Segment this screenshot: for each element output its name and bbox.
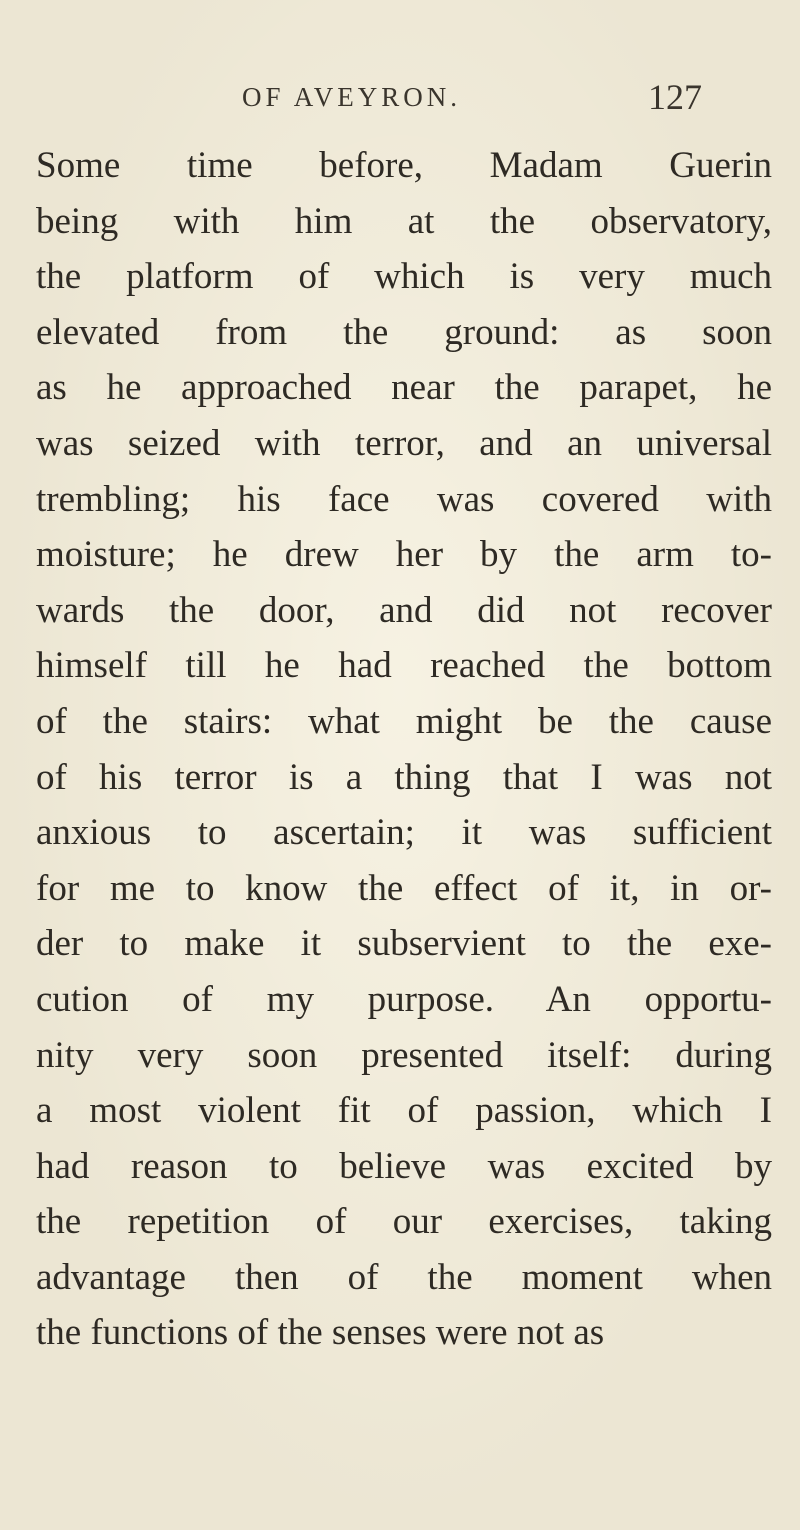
text-line: cution of my purpose. An opportu- — [36, 978, 772, 1020]
text-line: the functions of the senses were not as — [36, 1312, 605, 1354]
text-line: wards the door, and did not recover — [36, 589, 772, 631]
text-line: himself till he had reached the bottom — [36, 645, 772, 687]
text-line: Some time before, Madam Guerin — [36, 145, 772, 186]
text-line: had reason to believe was excited by — [36, 1145, 772, 1187]
text-line: a most violent fit of passion, which I — [36, 1090, 772, 1132]
page-number: 127 — [648, 77, 702, 117]
text-line: nity very soon presented itself: during — [36, 1034, 772, 1076]
running-title: OF AVEYRON. — [242, 82, 462, 112]
text-line: trembling; his face was covered with — [36, 478, 772, 520]
text-line: for me to know the effect of it, in or- — [36, 867, 772, 909]
text-line: of the stairs: what might be the cause — [36, 700, 772, 742]
text-line: the repetition of our exercises, taking — [36, 1201, 772, 1243]
text-line: being with him at the observatory, — [36, 200, 772, 242]
text-line: as he approached near the parapet, he — [36, 367, 772, 409]
text-line: advantage then of the moment when — [36, 1256, 772, 1298]
text-line: der to make it subservient to the exe- — [36, 923, 772, 965]
body-text — [36, 138, 772, 1361]
running-head — [242, 77, 702, 122]
text-line: was seized with terror, and an universal — [36, 422, 772, 464]
text-line: moisture; he drew her by the arm to- — [36, 534, 772, 576]
text-line: of his terror is a thing that I was not — [36, 756, 772, 798]
text-line: the platform of which is very much — [36, 256, 772, 298]
text-line: elevated from the ground: as soon — [36, 311, 772, 353]
text-line: anxious to ascertain; it was sufficient — [36, 812, 772, 854]
